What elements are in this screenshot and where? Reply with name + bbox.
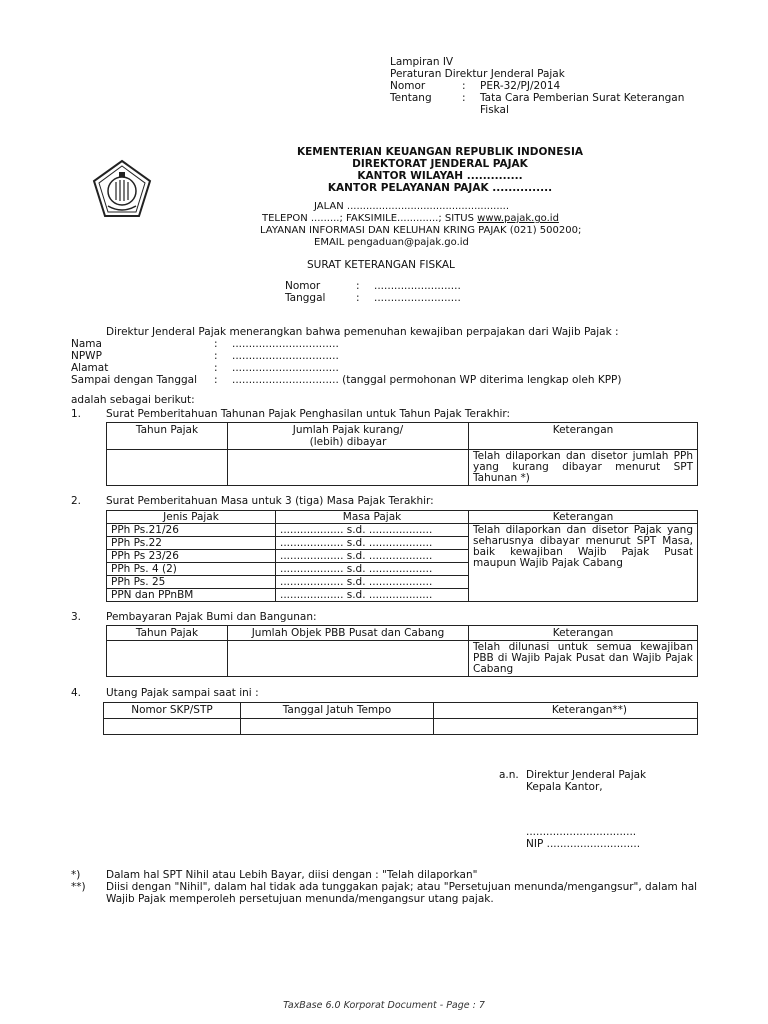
section4-table [103,702,698,735]
s1-col-jumlah [228,423,469,450]
contact-situs-link[interactable]: www.pajak.go.id [477,213,559,224]
header-line-4: KANTOR PELAYANAN PAJAK ............... [327,182,553,194]
s2-masa: ................... s.d. ................... [276,524,469,537]
section2-table [106,510,698,602]
s1-col-jumlah-2: (lebih) dibayar [309,436,387,448]
nama-label: Nama [71,338,102,350]
doc-nomor-label: Nomor [285,280,321,292]
signature-line-1: Direktur Jenderal Pajak [526,769,647,781]
note2-mark: **) [71,881,86,893]
s2-masa: ................... s.d. ................... [276,576,469,589]
signature-an: a.n. [499,769,519,781]
s1-cell-jumlah [228,450,469,486]
s2-jenis: PPN dan PPnBM [107,589,276,602]
contact-telepon [262,213,559,224]
alamat-label: Alamat [71,362,109,374]
field-colon: : [214,350,218,362]
section3-title: Pembayaran Pajak Bumi dan Bangunan: [106,611,317,623]
s2-masa: ................... s.d. ................... [276,563,469,576]
lampiran-colon: : [462,80,466,92]
section1-table [106,422,698,486]
lampiran-title: Lampiran IV [390,56,454,68]
doc-tanggal-value: .......................... [374,292,461,304]
s2-masa: ................... s.d. ................... [276,537,469,550]
note2-text: Diisi dengan "Nihil", dalam hal tidak ada tunggakan pajak; atau "Persetujuan menunda/mengangsur", dalam hal Wajib Pajak memperoleh persetujuan menunda/mengangsur utang pajak. [106,881,698,905]
section4-title: Utang Pajak sampai saat ini : [106,687,259,699]
section1-title: Surat Pemberitahuan Tahunan Pajak Penghasilan untuk Tahun Pajak Terakhir: [106,408,511,420]
s4-cell-tanggal [241,719,434,735]
field-colon: : [214,338,218,350]
sampai-value [232,374,621,386]
lampiran-tentang-label: Tentang [390,92,432,104]
intro-text: Direktur Jenderal Pajak menerangkan bahwa pemenuhan kewajiban perpajakan dari Wajib Pajak : [106,326,619,338]
section2-title: Surat Pemberitahuan Masa untuk 3 (tiga) Masa Pajak Terakhir: [106,495,434,507]
doc-tanggal-label: Tanggal [285,292,326,304]
s2-masa: ................... s.d. ................... [276,550,469,563]
s2-jenis: PPh Ps. 25 [107,576,276,589]
header-line-1: KEMENTERIAN KEUANGAN REPUBLIK INDONESIA [297,146,583,158]
nama-value: ................................ [232,338,339,350]
lampiran-tentang-value-2: Fiskal [480,104,509,116]
s2-jenis: PPh Ps 23/26 [107,550,276,563]
contact-telepon-text: TELEPON .........; FAKSIMILE.............; SITUS [262,213,474,224]
s1-col-tahun: Tahun Pajak [107,423,228,450]
lampiran-nomor-label: Nomor [390,80,426,92]
s2-jenis: PPh Ps.22 [107,537,276,550]
section3-table [106,625,698,677]
s3-col-keterangan: Keterangan [469,626,698,641]
section1-number: 1. [71,408,82,420]
alamat-value: ................................ [232,362,339,374]
s3-cell-keterangan: Telah dilunasi untuk semua kewajiban PBB di Wajib Pajak Pusat dan Wajib Pajak Cabang [469,641,698,677]
s2-col-keterangan: Keterangan [469,511,698,524]
s1-cell-tahun [107,450,228,486]
note1-text: Dalam hal SPT Nihil atau Lebih Bayar, diisi dengan : "Telah dilaporkan" [106,869,478,881]
header-line-2: DIREKTORAT JENDERAL PAJAK [352,158,528,170]
npwp-value: ................................ [232,350,339,362]
page-footer: TaxBase 6.0 Korporat Document - Page : 7 [283,1000,485,1011]
s3-cell-tahun [107,641,228,677]
s3-col-jumlah: Jumlah Objek PBB Pusat dan Cabang [228,626,469,641]
document-title: SURAT KETERANGAN FISKAL [307,259,455,271]
doc-colon: : [356,292,360,304]
s2-jenis: PPh Ps.21/26 [107,524,276,537]
contact-email: EMAIL pengaduan@pajak.go.id [314,237,469,248]
s3-cell-jumlah [228,641,469,677]
s4-col-keterangan: Keterangan**) [434,703,698,719]
s2-masa: ................... s.d. ................... [276,589,469,602]
s1-cell-keterangan: Telah dilaporkan dan disetor jumlah PPh yang kurang dibayar menurut SPT Tahunan *) [469,450,698,486]
s2-col-jenis: Jenis Pajak [107,511,276,524]
contact-jalan: JALAN ................................................... [314,201,510,212]
lampiran-regulation: Peraturan Direktur Jenderal Pajak [390,68,565,80]
note1-mark: *) [71,869,81,881]
s1-col-keterangan: Keterangan [469,423,698,450]
s1-col-jumlah-1: Jumlah Pajak kurang/ [292,424,404,436]
signature-line-2: Kepala Kantor, [526,781,603,793]
field-colon: : [214,362,218,374]
header-line-3: KANTOR WILAYAH .............. [357,170,523,182]
contact-layanan: LAYANAN INFORMASI DAN KELUHAN KRING PAJAK (021) 500200; [260,225,582,236]
signature-name: ................................. [526,826,637,838]
section2-number: 2. [71,495,82,507]
s4-cell-keterangan [434,719,698,735]
doc-nomor-value: .......................... [374,280,461,292]
signature-nip: NIP ............................ [526,838,641,850]
s4-col-tanggal: Tanggal Jatuh Tempo [241,703,434,719]
s2-col-masa: Masa Pajak [276,511,469,524]
sampai-note: (tanggal permohonan WP diterima lengkap oleh KPP) [342,374,622,386]
sampai-dots: ................................ [232,374,339,386]
lampiran-colon: : [462,92,466,104]
s3-col-tahun: Tahun Pajak [107,626,228,641]
s4-col-nomor: Nomor SKP/STP [104,703,241,719]
section4-number: 4. [71,687,82,699]
lampiran-nomor-value: PER-32/PJ/2014 [480,80,561,92]
doc-colon: : [356,280,360,292]
sampai-label: Sampai dengan Tanggal [71,374,197,386]
field-colon: : [214,374,218,386]
lampiran-tentang-value-1: Tata Cara Pemberian Surat Keterangan [480,92,685,104]
section3-number: 3. [71,611,82,623]
adalah-text: adalah sebagai berikut: [71,394,195,406]
s2-jenis: PPh Ps. 4 (2) [107,563,276,576]
kemenkeu-logo [90,158,154,222]
s2-cell-keterangan: Telah dilaporkan dan disetor Pajak yang seharusnya dibayar menurut SPT Masa, baik kewajiban Wajib Pajak Pusat maupun Wajib Pajak Cabang [469,524,698,602]
s4-cell-nomor [104,719,241,735]
npwp-label: NPWP [71,350,102,362]
